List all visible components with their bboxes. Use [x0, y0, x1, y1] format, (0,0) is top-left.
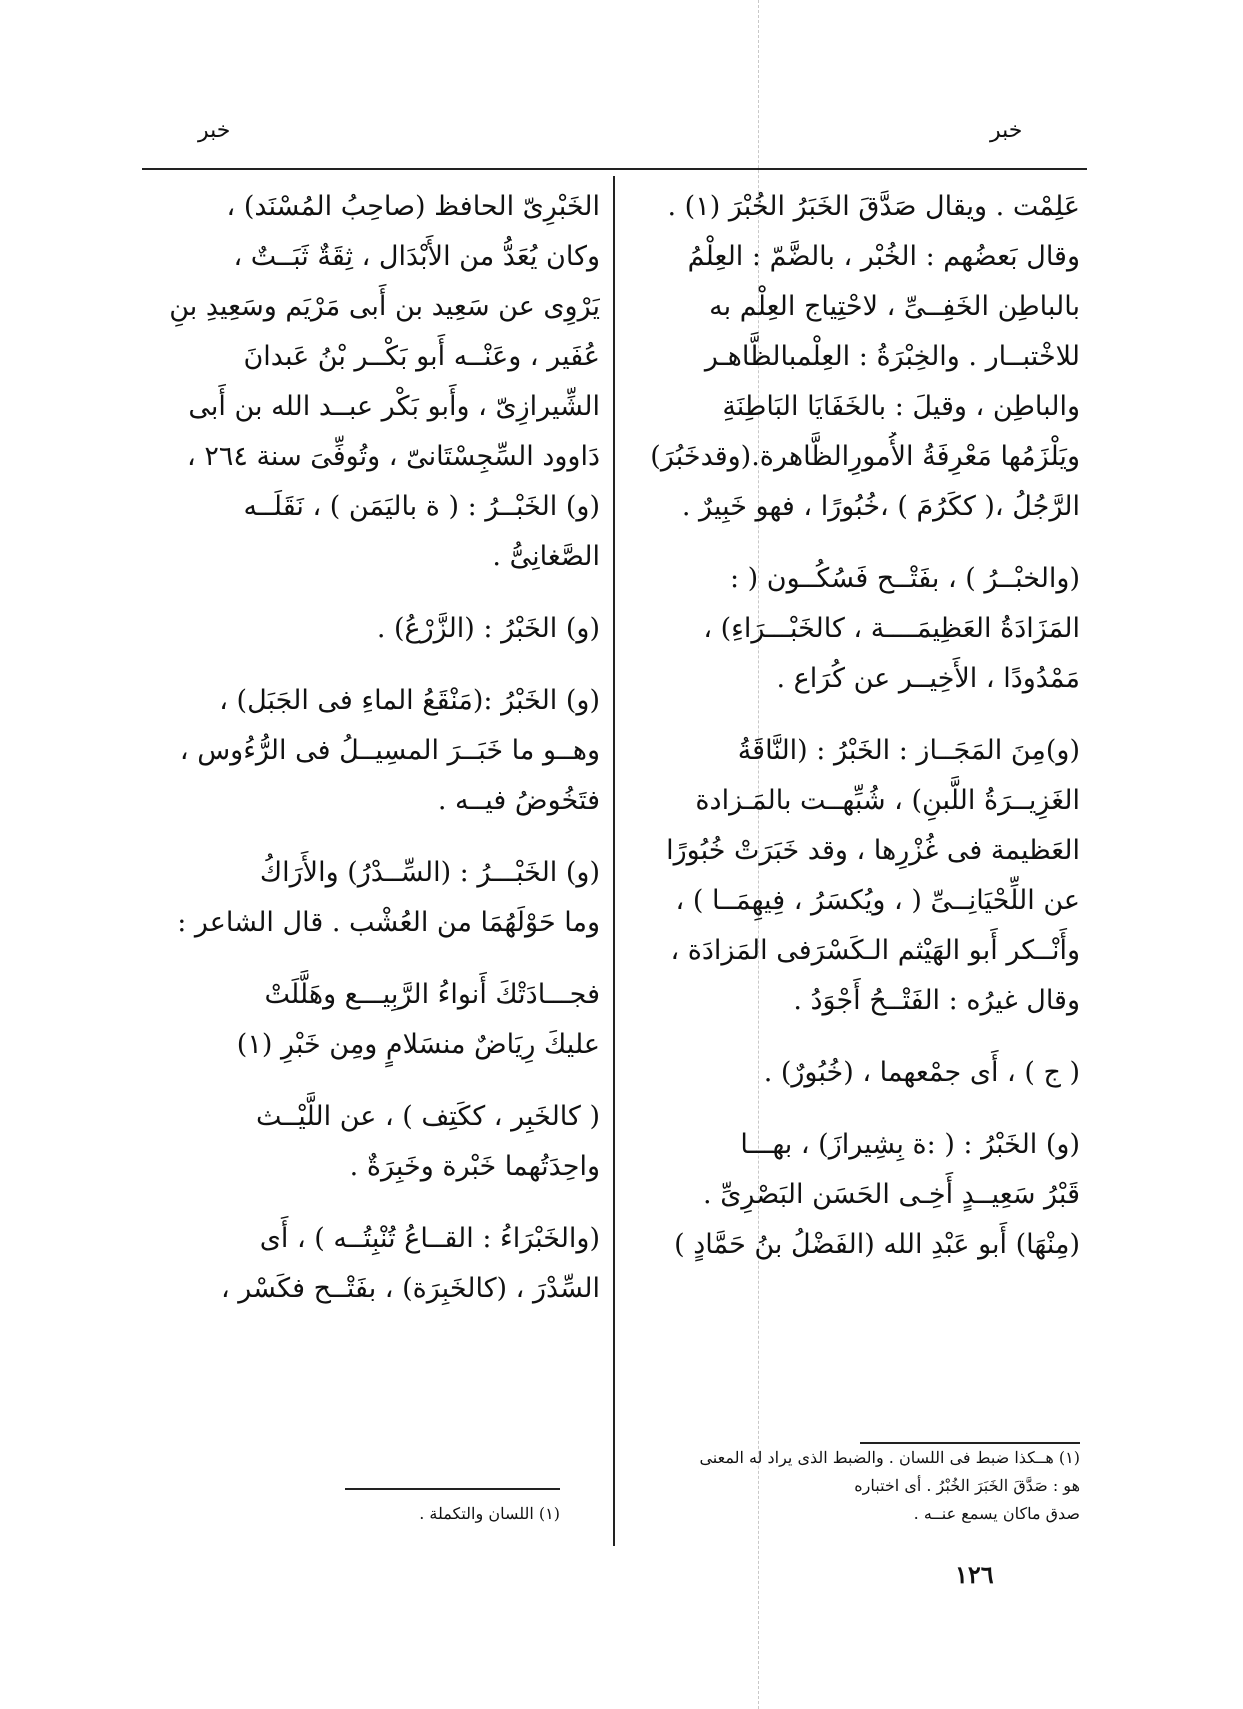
text-line: ( كالخَبِر ، ككَتِف ) ، عن اللَّيْــث — [255, 1101, 600, 1132]
text-line: للاخْتبــار . والخِبْرَةُ : العِلْمبالظَّاهـر — [704, 341, 1080, 372]
text-line: عن اللِّحْيَانِــىِّ ( ، ويُكسَرُ ، فِيهِمَــا ) ، — [675, 885, 1080, 916]
text-line: (و) الخَبْــرُ : ( ة باليَمَن ) ، نَقَلَــه — [243, 491, 600, 522]
footnote-rule-left — [345, 1488, 560, 1490]
text-line: (والخَبْرَاءُ : القــاعُ تُنْبِتُــه ) ، أَى — [259, 1223, 600, 1254]
text-line: عُفَير ، وعَنْــه أَبو بَكْــر بْنُ عَبدانَ — [243, 341, 600, 372]
poem-line: فجـــادَتْكَ أَنواءُ الرَّبِيـــع وهَلَّلَتْ — [264, 979, 600, 1010]
footnote-line: صدق ماكان يسمع عنــه . — [913, 1504, 1080, 1523]
text-line: المَزَادَةُ العَظِيمَــــة ، كالخَبْـــرَاءِ) ، — [703, 613, 1080, 644]
text-line: وقال بَعضُهم : الخُبْر ، بالضَّمّ : العِلْمُ — [687, 241, 1080, 272]
footnote-left — [340, 1500, 560, 1528]
running-header-right: خبر — [990, 118, 1023, 143]
text-line: الغَزِيــرَةُ اللَّبنِ) ، شُبِّهــت بالمَـزادة — [695, 785, 1080, 816]
column-divider — [613, 176, 615, 1546]
text-line: ويَلْزَمُها مَعْرِفَةُ الأُمورِالظَّاهرة.(وقدخَبُرَ) — [650, 441, 1080, 472]
text-line: بالباطِن الخَفِــىِّ ، لاحْتِياج العِلْم به — [709, 291, 1080, 322]
text-line: عَلِمْت . ويقال صَدَّقَ الخَبَرُ الخُبْرَ (١) . — [667, 191, 1080, 222]
text-line: (و) الخَبْـــرُ : (السِّــدْرُ) والأَرَاكُ — [259, 857, 600, 888]
footnote-line: (١) اللسان والتكملة . — [419, 1504, 560, 1523]
text-line: ( ج ) ، أَى جمْعهما ، (خُبُورٌ) . — [763, 1057, 1080, 1088]
text-line: دَاوود السِّجِسْتَانىّ ، وتُوفِّىَ سنة ٢٦٤ ، — [187, 441, 600, 472]
text-line: الشِّيرازِىّ ، وأَبو بَكْر عبــد الله بن أَبى — [188, 391, 600, 422]
text-line: والباطِن ، وقيلَ : بالخَفَايَا البَاطِنَةِ — [722, 391, 1080, 422]
text-line: واحِدَتُهما خَبْرة وخَبِرَةٌ . — [349, 1151, 600, 1182]
text-line: الرَّجُلُ ،( ككَرُمَ ) ،خُبُورًا ، فهو خَبِيرٌ . — [681, 491, 1080, 522]
text-line: الخَبْرِىّ الحافظ (صاحِبُ المُسْنَد) ، — [226, 191, 600, 222]
header-rule — [142, 168, 1087, 170]
running-header-left: خبر — [198, 118, 231, 143]
text-line: (و) الخَبْرُ :(مَنْقَعُ الماءِ فى الجَبَل) ، — [219, 685, 600, 716]
left-column — [150, 182, 600, 1314]
footnote-right — [640, 1444, 1080, 1528]
text-line: مَمْدُودًا ، الأَخِيــر عن كُرَاع . — [776, 663, 1080, 694]
text-line: العَظيمة فى غُزْرِها ، وقد خَبَرَتْ خُبُورًا — [666, 835, 1080, 866]
text-line: (والخبْــرُ ) ، بفَتْــح فَسُكُــون ( : — [729, 563, 1080, 594]
poem-line: عليكَ رِيَاضٌ منسَلامٍ ومِن خَبْرِ (١) — [236, 1029, 600, 1060]
text-line: وهــو ما خَبَــرَ المسِيــلُ فى الرُّءُوس ، — [179, 735, 600, 766]
text-line: وما حَوْلَهُمَا من العُشْب . قال الشاعر : — [177, 907, 600, 938]
text-line: (مِنْهَا) أَبو عَبْدِ الله (الفَضْلُ بنُ حَمَّادٍ ) — [674, 1229, 1080, 1260]
text-line: قَبْرُ سَعِيــدٍ أَخِـى الحَسَن البَصْرِىِّ . — [703, 1179, 1080, 1210]
footnote-line: (١) هــكذا ضبط فى اللسان . والضبط الذى يراد له المعنى — [699, 1448, 1080, 1467]
text-line: وكان يُعَدُّ من الأَبْدَال ، ثِقَةٌ ثَبَــتٌ ، — [233, 241, 600, 272]
footnote-line: هو : صَدَّقَ الخَبَرَ الخُبْرُ . أى اختباره — [854, 1476, 1080, 1495]
text-line: الصَّغانِىُّ . — [492, 541, 600, 572]
text-line: فتَخُوضُ فيــه . — [437, 785, 600, 816]
text-line: السِّدْرَ ، (كالخَبِرَة) ، بفَتْــح فكَسْر ، — [220, 1273, 600, 1304]
page-number: ١٢٦ — [955, 1560, 994, 1589]
text-line: (و) الخَبْرُ : (الزَّرْعُ) . — [376, 613, 600, 644]
text-line: وأَنْــكر أَبو الهَيْثم الـكَسْرَفى المَزادَة ، — [670, 935, 1080, 966]
text-line: وقال غيرُه : الفَتْــحُ أَجْوَدُ . — [793, 985, 1080, 1016]
text-line: (و)مِنَ المَجَــاز : الخَبْرُ : (النَّاقَةُ — [737, 735, 1080, 766]
text-line: يَرْوِى عن سَعِيد بن أَبى مَرْيَم وسَعِيدِ بنِ — [169, 291, 600, 322]
text-line: (و) الخَبْرُ : ( :ة بِشِيرازَ) ، بهـــا — [740, 1129, 1080, 1160]
right-column — [630, 182, 1080, 1270]
